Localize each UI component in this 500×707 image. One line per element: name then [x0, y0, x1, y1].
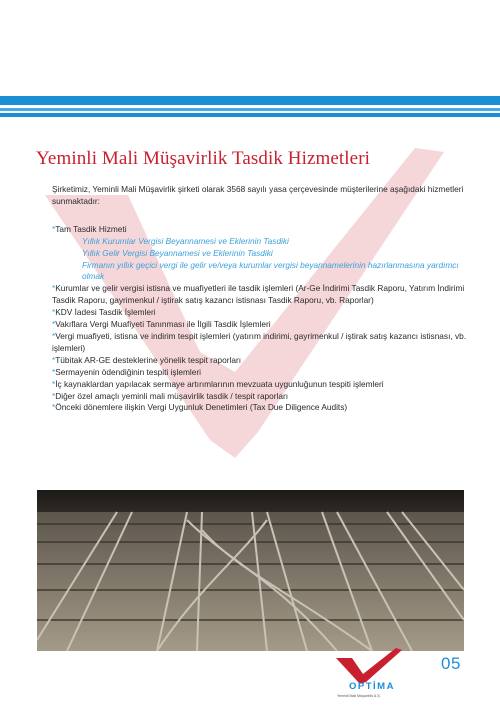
page-number: 05 — [441, 654, 461, 673]
list-sub-item: Yıllık Kurumlar Vergisi Beyannamesi ve Eklerinin Tasdiki — [82, 235, 289, 246]
list-item-text: Tam Tasdik Hizmeti — [55, 223, 127, 234]
company-logo — [330, 648, 412, 702]
bullet-marker: * — [52, 366, 56, 377]
content-body — [52, 184, 472, 414]
list-item-text: Vergi muafiyeti, istisna ve indirim tespit işlemleri (yatırım indirimi, gayrimenkul / iştirak satış kazancı istisnası, vb. işlemleri) — [52, 330, 467, 353]
railway-tracks-photo — [37, 490, 464, 651]
bullet-marker: * — [52, 307, 56, 318]
bullet-marker: * — [52, 319, 56, 330]
list-item-text: Diğer özel amaçlı yeminli mali müşavirlik tasdik / tespit raporları — [55, 390, 289, 401]
list-item — [52, 307, 472, 319]
list-item — [52, 331, 472, 355]
list-item-text: KDV İadesi Tasdik İşlemleri — [55, 307, 156, 318]
list-sub-item: Yıllık Gelir Vergisi Beyannamesi ve Eklerinin Tasdiki — [82, 247, 273, 258]
list-item-text: Önceki dönemlere ilişkin Vergi Uygunluk Denetimleri (Tax Due Diligence Audits) — [55, 402, 348, 413]
header-stripe-thick — [0, 96, 500, 105]
list-item — [52, 379, 472, 391]
bullet-marker: * — [52, 402, 56, 413]
list-sub-item: Firmanın yıllık geçici vergi ile gelir ve/veya kurumlar vergisi beyannamelerinin hazırlanmasına yardımcı olmak — [82, 259, 459, 282]
list-item-text: Vakıflara Vergi Muafiyeti Tanınması ile İlgili Tasdik İşlemleri — [55, 319, 271, 330]
bullet-marker: * — [52, 283, 56, 294]
list-item — [52, 283, 472, 307]
list-item — [52, 402, 472, 414]
logo-tagline: Yeminli Mali Müşavirlik A.Ş. — [337, 694, 381, 698]
intro-paragraph: Şirketimiz, Yeminli Mali Müşavirlik şirketi olarak 3568 sayılı yasa çerçevesinde müşterilerine aşağıdaki hizmetleri sunmaktadır: — [52, 184, 464, 206]
bullet-marker: * — [52, 378, 56, 389]
bullet-marker: * — [52, 390, 56, 401]
list-item — [52, 367, 472, 379]
services-list — [52, 224, 472, 415]
bullet-marker: * — [52, 330, 56, 341]
list-item — [52, 224, 472, 236]
page-title: Yeminli Mali Müşavirlik Tasdik Hizmetleri — [36, 148, 371, 169]
header-stripe-thin — [0, 113, 500, 117]
list-item-text: Sermayenin ödendiğinin tespiti işlemleri — [55, 366, 201, 377]
bullet-marker: * — [52, 223, 56, 234]
list-item — [52, 319, 472, 331]
list-item — [52, 391, 472, 403]
bullet-marker: * — [52, 354, 56, 365]
list-item — [52, 355, 472, 367]
header-stripe-mid — [0, 108, 500, 111]
logo-wordmark: OPTİMA — [349, 681, 395, 692]
list-item-text: Tübitak AR-GE desteklerine yönelik tespit raporları — [55, 354, 242, 365]
list-item-text: Kurumlar ve gelir vergisi istisna ve muafiyetleri ile tasdik işlemleri (Ar-Ge İndirimi Tasdik Raporu, Yatırım İndirimi Tasdik Raporu, gayrimenkul / iştirak satış kazancı istisnası Tasdik Raporu, vb. Raporlar) — [52, 283, 465, 306]
list-item-text: İç kaynaklardan yapılacak sermaye artırımlarının mevzuata uygunluğunun tespiti işlemleri — [55, 378, 384, 389]
